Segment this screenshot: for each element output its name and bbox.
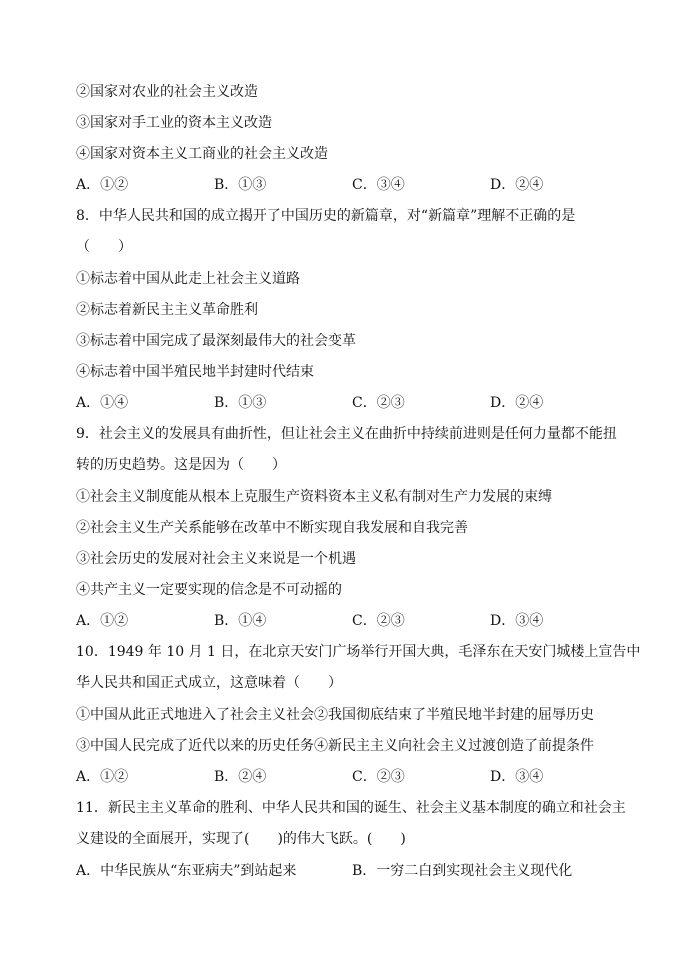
q10-option-a[interactable]: A．①②	[76, 769, 129, 785]
q9-item-1: ①社会主义制度能从根本上克服生产资料资本主义私有制对生产力发展的束缚	[76, 489, 552, 505]
q8-item-3: ③标志着中国完成了最深刻最伟大的社会变革	[76, 333, 356, 349]
q7-option-b[interactable]: B．①③	[214, 177, 267, 193]
q10-items-line-2: ③中国人民完成了近代以来的历史任务④新民主主义向社会主义过渡创造了前提条件	[76, 738, 594, 754]
q10-items-line-1: ①中国从此正式地进入了社会主义社会②我国彻底结束了半殖民地半封建的屈辱历史	[76, 707, 594, 723]
q8-option-b[interactable]: B．①③	[214, 395, 267, 411]
q8-option-d[interactable]: D．②④	[490, 395, 544, 411]
q10-stem-line-2: 华人民共和国正式成立，这意味着（ ）	[76, 675, 342, 691]
q8-option-c[interactable]: C．②③	[352, 395, 405, 411]
q9-stem-line-2: 转的历史趋势。这是因为（ ）	[76, 457, 286, 473]
q10-option-c[interactable]: C．②③	[352, 769, 405, 785]
q7-option-d[interactable]: D．②④	[490, 177, 544, 193]
q9-item-4: ④共产主义一定要实现的信念是不可动摇的	[76, 582, 342, 598]
q7-item-4: ④国家对资本主义工商业的社会主义改造	[76, 146, 328, 162]
q7-option-c[interactable]: C．③④	[352, 177, 405, 193]
q8-stem: 8．中华人民共和国的成立揭开了中国历史的新篇章，对“新篇章”理解不正确的是	[76, 208, 576, 224]
q8-option-a[interactable]: A．①④	[76, 395, 129, 411]
q8-item-1: ①标志着中国从此走上社会主义道路	[76, 271, 300, 287]
q10-stem-line-1: 10．1949 年 10 月 1 日，在北京天安门广场举行开国大典，毛泽东在天安门城楼上宣告中	[76, 644, 641, 660]
q9-item-3: ③社会历史的发展对社会主义来说是一个机遇	[76, 551, 356, 567]
q9-item-2: ②社会主义生产关系能够在改革中不断实现自我发展和自我完善	[76, 520, 468, 536]
q9-option-c[interactable]: C．②③	[352, 613, 405, 629]
q9-stem-line-1: 9．社会主义的发展具有曲折性，但让社会主义在曲折中持续前进则是任何力量都不能扭	[76, 426, 617, 442]
q8-item-4: ④标志着中国半殖民地半封建时代结束	[76, 364, 314, 380]
q7-item-3: ③国家对手工业的资本主义改造	[76, 115, 272, 131]
q11-stem-line-1: 11．新民主主义革命的胜利、中华人民共和国的诞生、社会主义基本制度的确立和社会主	[76, 800, 626, 816]
q11-option-b[interactable]: B．一穷二白到实现社会主义现代化	[352, 863, 573, 879]
q7-option-a[interactable]: A．①②	[76, 177, 129, 193]
q9-option-d[interactable]: D．③④	[490, 613, 544, 629]
q9-option-b[interactable]: B．①④	[214, 613, 267, 629]
q11-stem-line-2: 义建设的全面展开，实现了( )的伟大飞跃。( )	[76, 831, 406, 847]
q10-option-d[interactable]: D．③④	[490, 769, 544, 785]
q9-option-a[interactable]: A．①②	[76, 613, 129, 629]
q10-option-b[interactable]: B．②④	[214, 769, 267, 785]
q8-item-2: ②标志着新民主主义革命胜利	[76, 302, 258, 318]
q8-blank: （ ）	[76, 239, 132, 255]
q7-item-2: ②国家对农业的社会主义改造	[76, 84, 258, 100]
q11-option-a[interactable]: A．中华民族从“东亚病夫”到站起来	[76, 863, 297, 879]
